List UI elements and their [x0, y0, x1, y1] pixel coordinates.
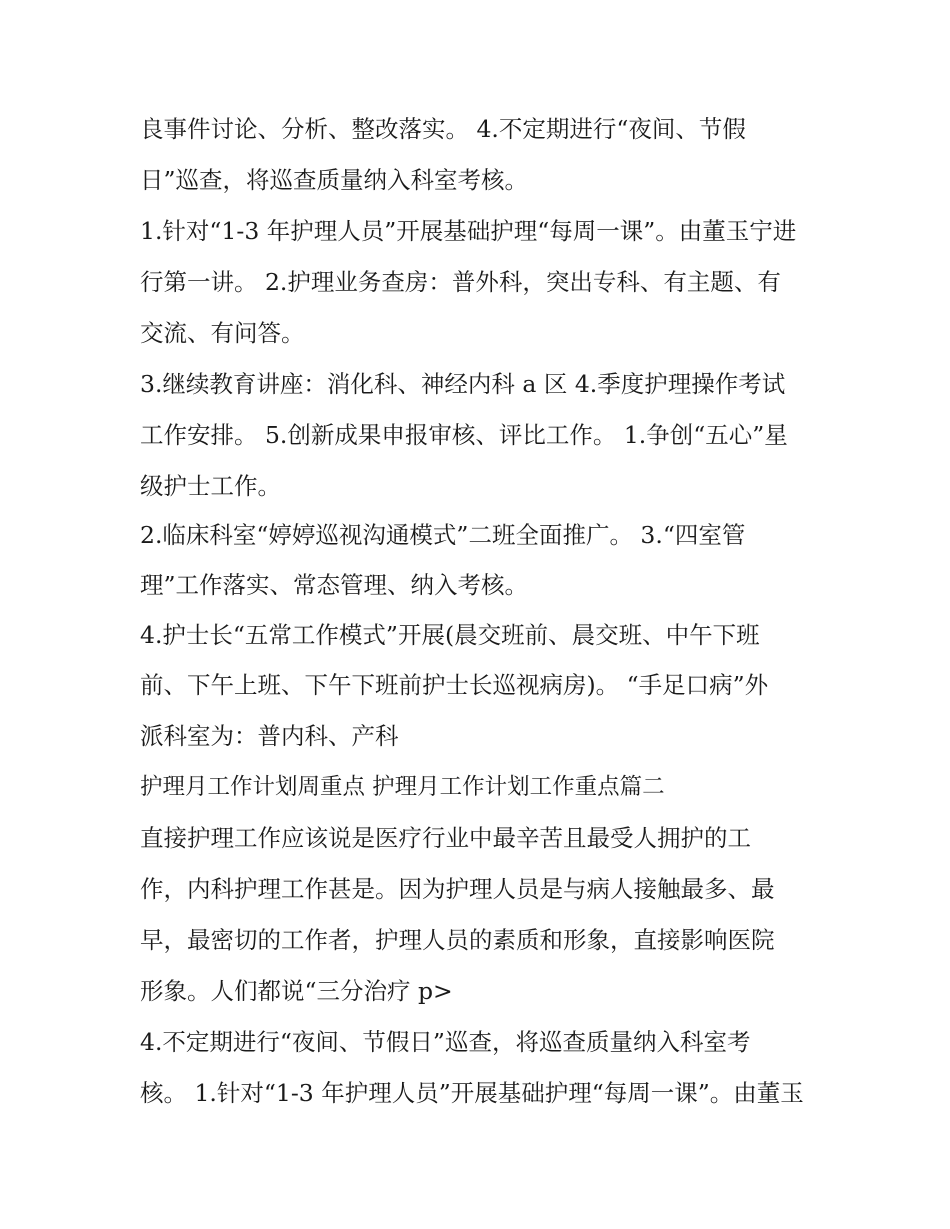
text-line: 日”巡查，将巡查质量纳入科室考核。 — [140, 166, 529, 194]
text-line: 交流、有问答。 — [140, 319, 305, 347]
text-line: 前、下午上班、下午下班前护士长巡视病房)。 “手足口病”外 — [140, 671, 769, 699]
text-line: 2.临床科室“婷婷巡视沟通模式”二班全面推广。 3.“四室管 — [140, 521, 746, 549]
text-line: 良事件讨论、分析、整改落实。 4.不定期进行“夜间、节假 — [140, 115, 746, 143]
text-line: 直接护理工作应该说是医疗行业中最辛苦且最受人拥护的工 — [140, 824, 751, 852]
text-line: 派科室为：普内科、产科 — [140, 722, 399, 750]
text-line: 行第一讲。 2.护理业务查房：普外科，突出专科、有主题、有 — [140, 268, 781, 296]
text-line: 4.护士长“五常工作模式”开展(晨交班前、晨交班、中午下班 — [140, 621, 760, 649]
text-line: 作，内科护理工作甚是。因为护理人员是与病人接触最多、最 — [140, 875, 775, 903]
text-line: 4.不定期进行“夜间、节假日”巡查，将巡查质量纳入科室考 — [140, 1028, 751, 1056]
text-line: 3.继续教育讲座：消化科、神经内科 a 区 4.季度护理操作考试 — [140, 370, 786, 398]
text-line: 级护士工作。 — [140, 472, 281, 500]
text-line: 理”工作落实、常态管理、纳入考核。 — [140, 571, 529, 599]
text-line: 早，最密切的工作者，护理人员的素质和形象，直接影响医院 — [140, 926, 775, 954]
text-line: 工作安排。 5.创新成果申报审核、评比工作。 1.争创“五心”星 — [140, 421, 788, 449]
text-line: 1.针对“1-3 年护理人员”开展基础护理“每周一课”。由董玉宁进 — [140, 217, 797, 245]
text-line: 核。 1.针对“1-3 年护理人员”开展基础护理“每周一课”。由董玉 — [140, 1079, 804, 1107]
section-heading: 护理月工作计划周重点 护理月工作计划工作重点篇二 — [140, 774, 665, 800]
text-line: 形象。人们都说“三分治疗 p> — [140, 977, 453, 1005]
